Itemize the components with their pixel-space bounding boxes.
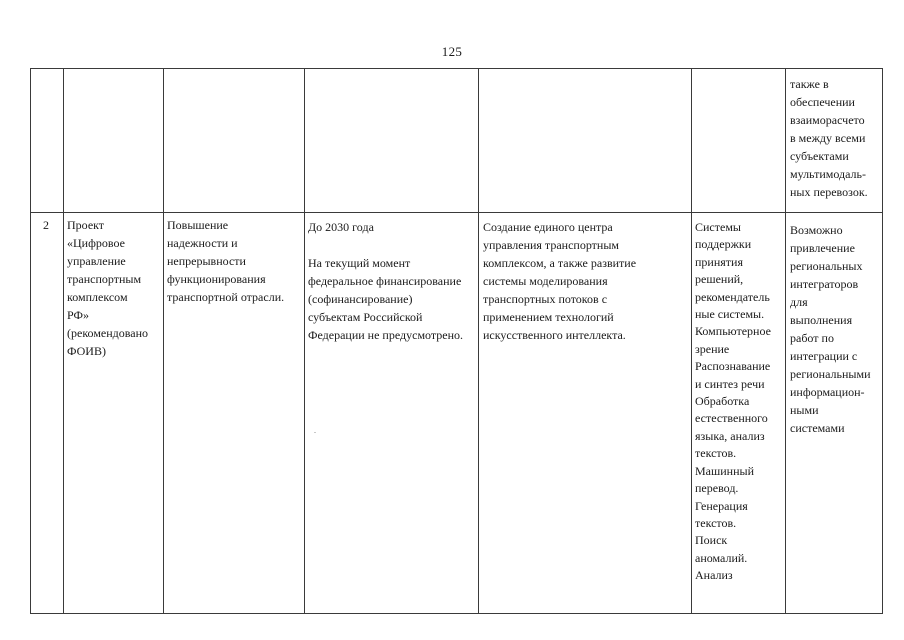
description-cell: Создание единого центра управления транспортным комплексом, а также развитие системы моделирования транспортных потоков с применением технологий искусственного интеллекта.	[483, 220, 637, 342]
page-number: 125	[441, 44, 463, 59]
column-divider	[882, 68, 883, 614]
project-name-cell: Проект «Цифровое управление транспортным комплексом РФ» (рекомендовано ФОИВ)	[67, 218, 149, 358]
notes-cell: Возможно привлечение региональных интеграторов для выполнения работ по интеграции с региональными информацион- ными системами	[790, 223, 871, 435]
funding-cell: До 2030 года На текущий момент федеральное финансирование (софинансирование) субъектам Российской Федерации не предусмотрено.	[308, 220, 464, 342]
table-top-border	[30, 68, 883, 69]
column-divider	[63, 68, 64, 614]
column-divider	[478, 68, 479, 614]
goal-cell: Повышение надежности и непрерывности функционирования транспортной отрасли.	[167, 218, 285, 304]
table-bottom-border	[30, 613, 883, 614]
column-divider	[304, 68, 305, 614]
row-number-cell: 2	[43, 218, 49, 232]
column-divider	[691, 68, 692, 614]
scan-speck	[314, 432, 316, 433]
continuation-notes-cell: также в обеспечении взаиморасчето в между всеми субъектами мультимодаль- ных перевозок.	[790, 77, 868, 199]
column-divider	[163, 68, 164, 614]
row-divider	[30, 212, 883, 213]
technologies-cell: Системы поддержки принятия решений, рекомендатель ные системы. Компьютерное зрение Распознавание и синтез речи Обработка естественного языка, анализ текстов. Машинный перевод. Генерация текстов. Поиск аномалий. Анализ	[695, 220, 771, 583]
column-divider	[785, 68, 786, 614]
column-divider	[30, 68, 31, 614]
